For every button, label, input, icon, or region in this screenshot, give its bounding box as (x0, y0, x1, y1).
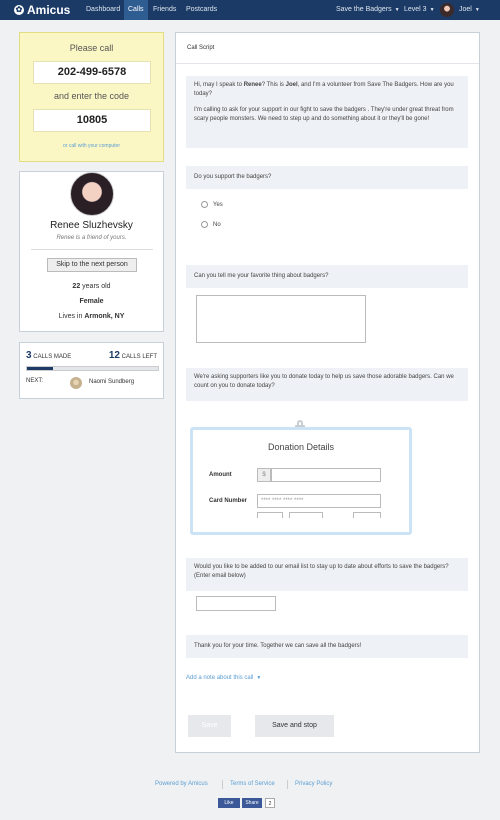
contact-name: Renee Sluzhevsky (50, 220, 133, 231)
badger-logo-icon: ✿ (15, 5, 23, 14)
question-email: Would you like to be added to our email list to stay up to date about efforts to save the badgers? (Enter email below) (186, 558, 468, 591)
footer-divider (222, 780, 223, 789)
please-call-label: Please call (69, 43, 114, 53)
user-dropdown[interactable] (455, 0, 484, 20)
skip-button[interactable]: Skip to the next person (47, 258, 137, 272)
thanks-message: Thank you for your time. Together we can save all the badgers! (186, 635, 468, 658)
intro-contact-name: Renee (243, 82, 262, 88)
facebook-share-button[interactable]: Share (242, 798, 262, 808)
friend-note: Renee is a friend of yours. (56, 235, 127, 241)
favorite-answer-textarea[interactable] (196, 295, 366, 343)
option-no-label: No (213, 221, 221, 228)
card-number-input[interactable]: **** **** **** **** (257, 494, 381, 508)
call-with-computer-link[interactable]: or call with your computer (63, 143, 120, 149)
chevron-down-icon: ▼ (256, 675, 262, 681)
lives-in-label: Lives in (58, 313, 85, 320)
intro-text-3: , and I'm a volunteer from Save The Badgers. How are you today? (194, 82, 454, 97)
terms-link[interactable]: Terms of Service (230, 781, 275, 787)
brand-name: Amicus (27, 3, 71, 17)
phone-number: 202-499-6578 (33, 61, 151, 84)
nav-dashboard[interactable]: Dashboard (86, 6, 121, 13)
cvc-input[interactable] (353, 512, 381, 518)
next-label: NEXT: (26, 378, 44, 384)
call-stats (19, 342, 164, 399)
chevron-down-icon: ▼ (474, 7, 480, 13)
question-donate: We're asking supporters like you to donate today to help us save those adorable badgers. Can we count on you to donate today? (186, 368, 468, 401)
access-code: 10805 (33, 109, 151, 132)
divider (31, 249, 153, 250)
call-script-panel (175, 32, 480, 753)
option-no[interactable] (201, 221, 221, 228)
powered-by-link[interactable]: Powered by Amicus (155, 781, 208, 787)
footer-divider (287, 780, 288, 789)
intro-text-2: ? This is (261, 82, 286, 88)
save-and-stop-button[interactable]: Save and stop (255, 715, 334, 737)
contact-profile (19, 171, 164, 332)
divider (176, 63, 479, 64)
contact-photo (70, 172, 114, 216)
calls-left-count: 12 (108, 350, 120, 361)
amount-label: Amount (209, 472, 232, 478)
calls-made (26, 350, 71, 361)
dollar-addon: $ (257, 468, 271, 482)
navbar (0, 0, 500, 20)
contact-location (20, 313, 163, 320)
email-input[interactable] (196, 596, 276, 611)
contact-age (20, 283, 163, 290)
option-yes-label: Yes (213, 201, 223, 208)
next-contact-avatar (70, 377, 82, 389)
chevron-down-icon: ▼ (429, 7, 435, 13)
intro-text-1: Hi, may I speak to (194, 82, 244, 88)
question-favorite: Can you tell me your favorite thing about badgers? (186, 265, 468, 288)
next-contact-name[interactable]: Naomi Sundberg (89, 379, 135, 385)
intro-caller-name: Joel (285, 82, 298, 88)
brand[interactable] (14, 3, 70, 17)
age-value: 22 (72, 283, 81, 290)
facebook-like-button[interactable]: Like (218, 798, 240, 808)
nav-friends[interactable]: Friends (153, 6, 177, 13)
donation-form (190, 427, 412, 535)
org-name: Save the Badgers (336, 6, 392, 13)
calls-made-label: CALLS MADE (33, 354, 72, 360)
user-avatar[interactable] (440, 3, 454, 17)
facebook-like-count: 2 (265, 798, 275, 808)
save-button[interactable]: Save (188, 715, 231, 737)
expiry-month-input[interactable] (257, 512, 283, 518)
level-dropdown[interactable] (400, 0, 439, 20)
intro-paragraph-2: I'm calling to ask for your support in our fight to save the badgers . They're under great threat from scary people monsters. We need to step up and do something about it or they'll be gone! (194, 107, 454, 122)
call-instructions (19, 32, 164, 162)
card-number-label: Card Number (209, 498, 248, 504)
org-dropdown[interactable] (332, 0, 404, 20)
level-label: Level 3 (404, 6, 427, 13)
privacy-link[interactable]: Privacy Policy (295, 781, 333, 787)
user-name: Joel (459, 6, 472, 13)
call-script-title: Call Script (187, 45, 215, 51)
progress-fill (27, 367, 53, 370)
amount-input[interactable] (271, 468, 381, 482)
add-note-label: Add a note about this call (186, 675, 254, 681)
calls-left-label: CALLS LEFT (121, 354, 157, 360)
nav-calls[interactable]: Calls (124, 0, 148, 20)
question-support: Do you support the badgers? (186, 166, 468, 189)
chevron-down-icon: ▼ (394, 7, 400, 13)
radio-circle-icon[interactable] (201, 201, 208, 208)
script-intro (186, 76, 468, 148)
location-value: Armonk, NY (84, 313, 125, 320)
expiry-year-input[interactable] (289, 512, 323, 518)
option-yes[interactable] (201, 201, 223, 208)
radio-circle-icon[interactable] (201, 221, 208, 228)
nav-postcards[interactable]: Postcards (186, 6, 218, 13)
add-note-link[interactable] (186, 675, 261, 681)
progress-bar (26, 366, 159, 371)
calls-made-count: 3 (26, 350, 32, 361)
donation-title: Donation Details (267, 442, 335, 452)
calls-left (109, 350, 157, 361)
enter-code-label: and enter the code (53, 91, 130, 101)
age-suffix: years old (80, 283, 111, 290)
contact-gender: Female (79, 298, 104, 305)
